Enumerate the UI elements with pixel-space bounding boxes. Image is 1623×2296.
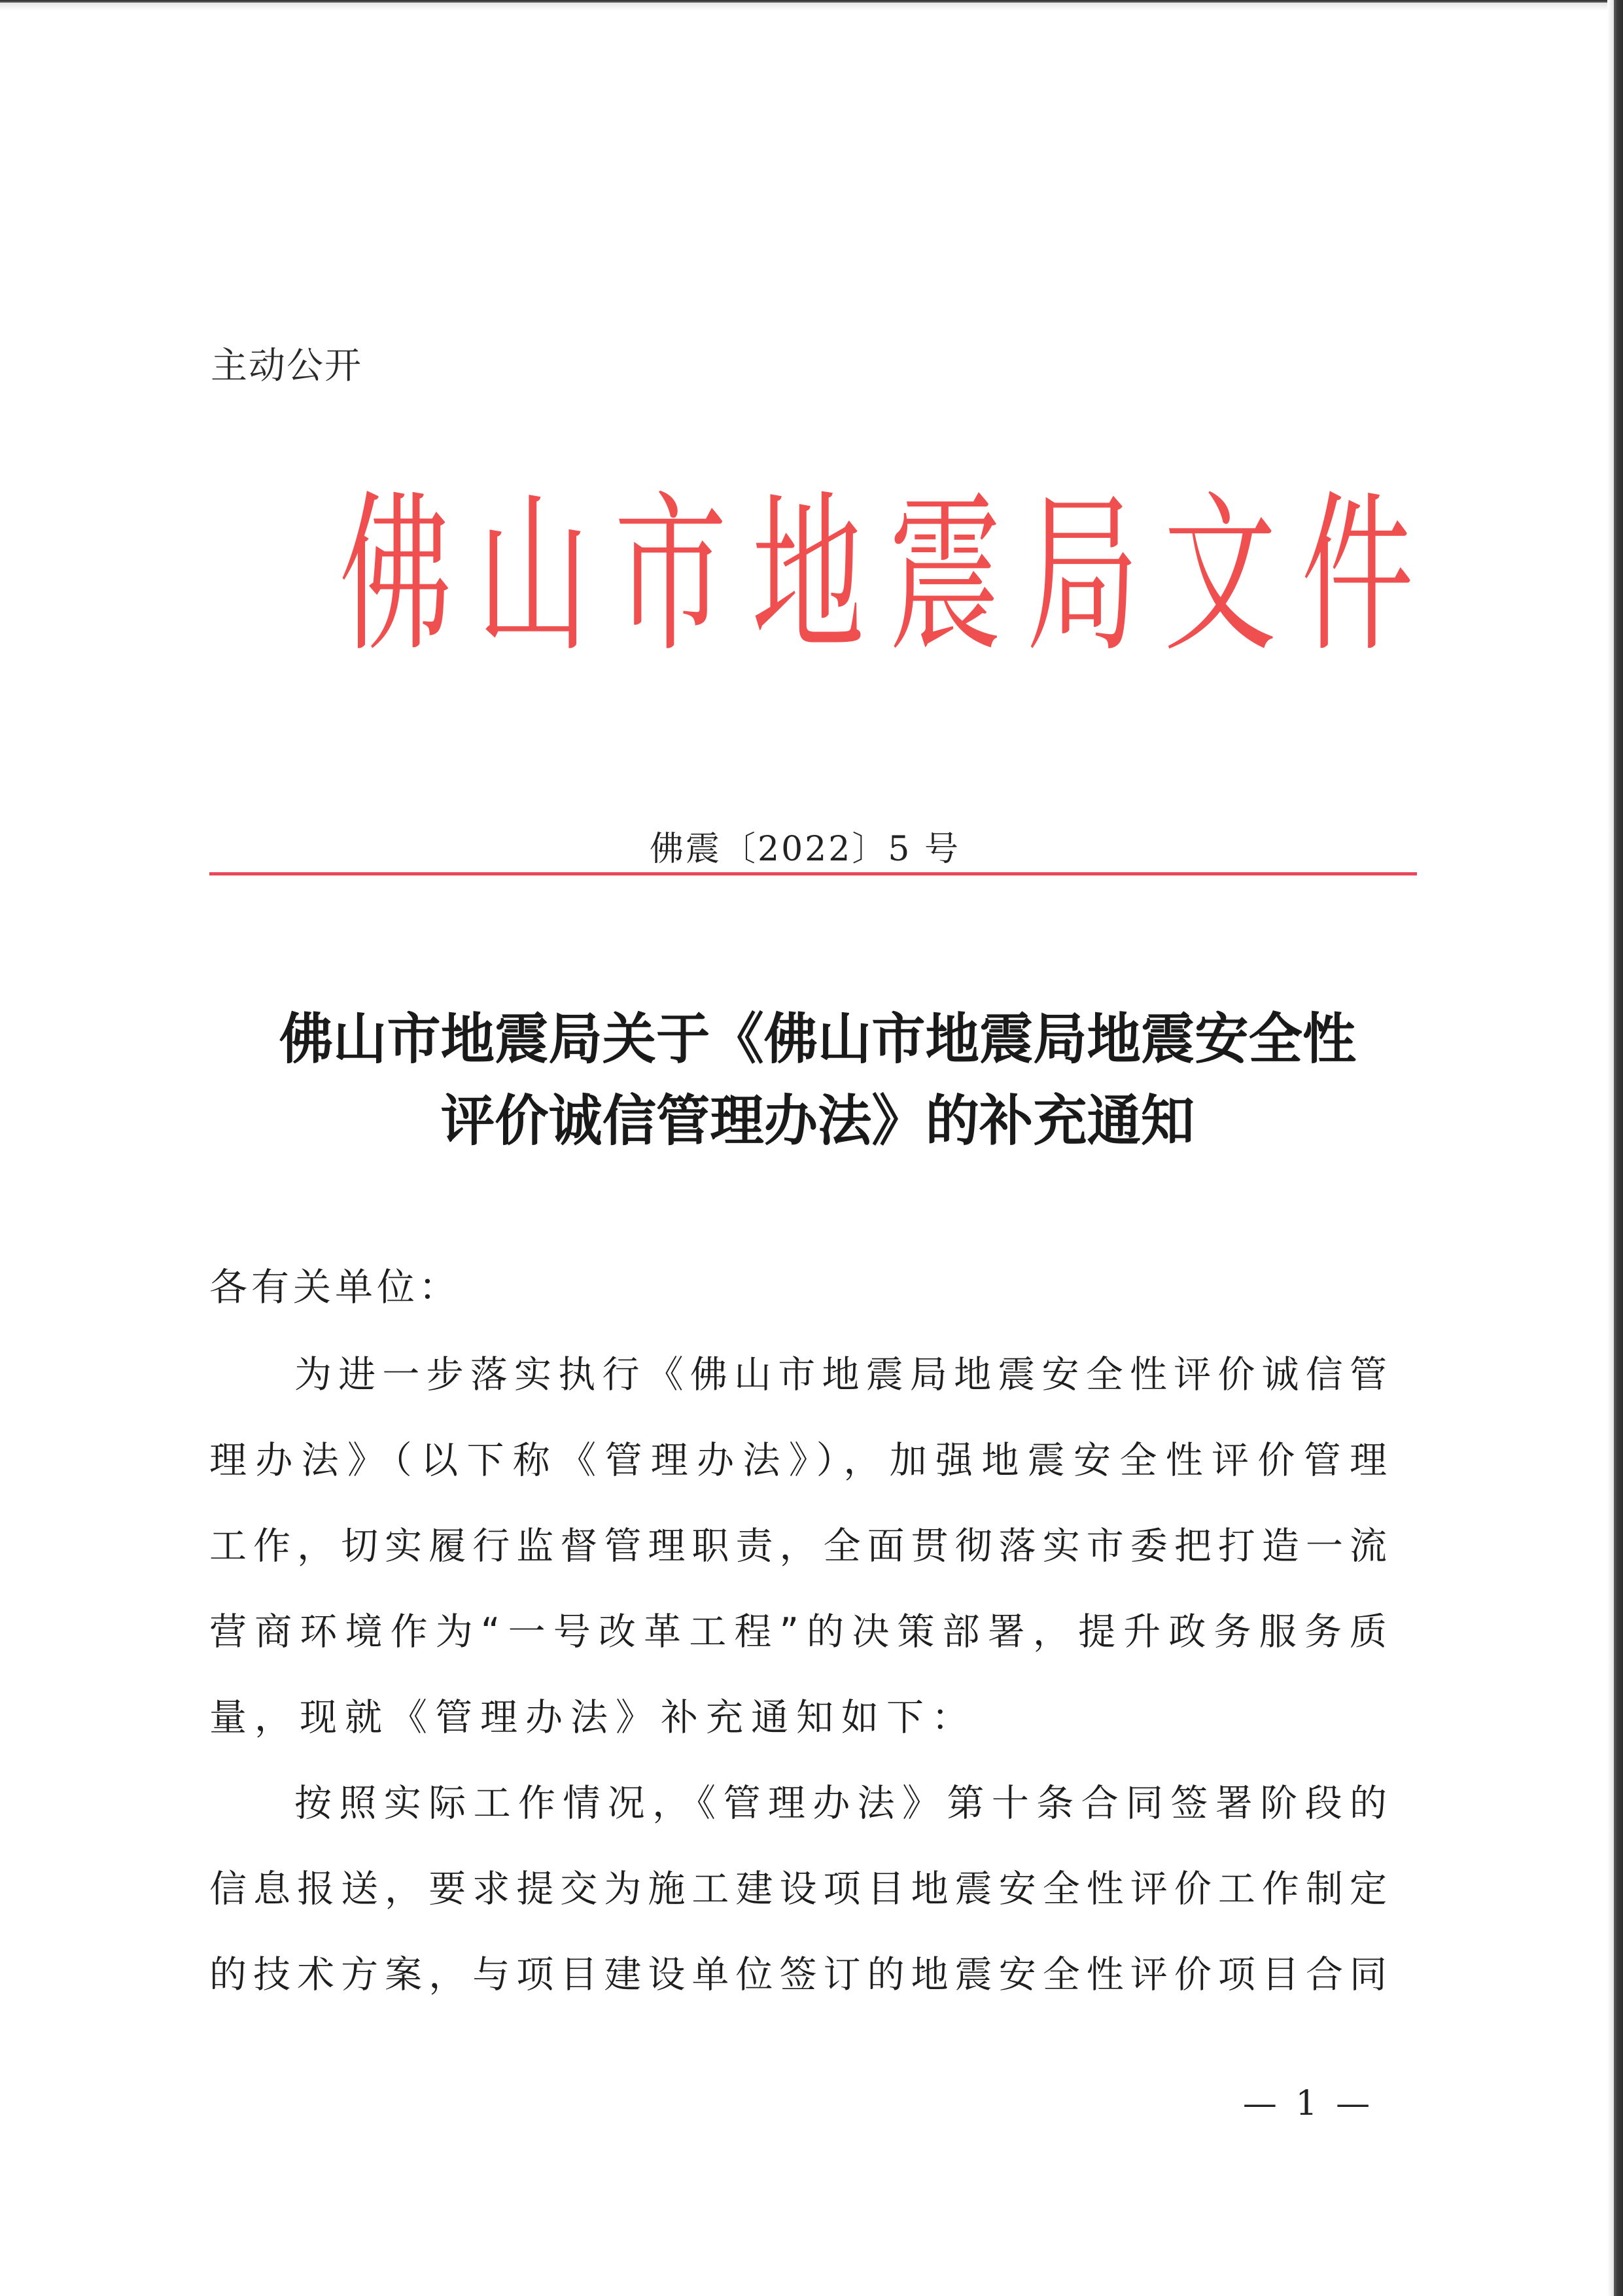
body-line: 营商环境作为“一号改革工程”的决策部署，提升政务服务质 xyxy=(209,1610,1387,1653)
body-line: 为进一步落实执行《佛山市地震局地震安全性评价诚信管 xyxy=(294,1353,1387,1396)
masthead-char: 佛 xyxy=(339,475,453,676)
scan-top-shadow xyxy=(0,3,1623,10)
document-title xyxy=(196,998,1439,1161)
masthead-char: 件 xyxy=(1301,475,1414,676)
page-number: — 1 — xyxy=(1242,2084,1374,2123)
red-separator-rule xyxy=(209,872,1417,875)
masthead-title xyxy=(327,475,1414,676)
masthead-char: 局 xyxy=(1026,475,1140,676)
scan-right-edge xyxy=(1614,0,1623,2296)
body-line: 按照实际工作情况，《管理办法》第十条合同签署阶段的 xyxy=(294,1782,1387,1825)
body-line: 信息报送，要求提交为施工建设项目地震安全性评价工作制定 xyxy=(209,1867,1387,1911)
masthead-char: 地 xyxy=(751,475,865,676)
document-number: 佛震〔2022〕5 号 xyxy=(650,830,960,869)
scan-right-shadow xyxy=(1607,0,1614,2296)
body-line: 工作，切实履行监督管理职责，全面贯彻落实市委把打造一流 xyxy=(209,1525,1387,1568)
disclosure-label: 主动公开 xyxy=(211,345,362,387)
body-line: 量，现就《管理办法》补充通知如下： xyxy=(209,1696,977,1739)
masthead-char: 山 xyxy=(476,475,590,676)
salutation: 各有关单位： xyxy=(209,1265,461,1309)
masthead-char: 文 xyxy=(1163,475,1277,676)
body-line: 的技术方案，与项目建设单位签订的地震安全性评价项目合同 xyxy=(209,1953,1387,1996)
masthead-char: 市 xyxy=(614,475,727,676)
title-line-2: 评价诚信管理办法》的补充通知 xyxy=(440,1088,1195,1153)
title-line-1: 佛山市地震局关于《佛山市地震局地震安全性 xyxy=(279,1006,1357,1071)
masthead-char: 震 xyxy=(888,475,1002,676)
body-line: 理办法》（以下称《管理办法》），加强地震安全性评价管理 xyxy=(209,1439,1387,1482)
